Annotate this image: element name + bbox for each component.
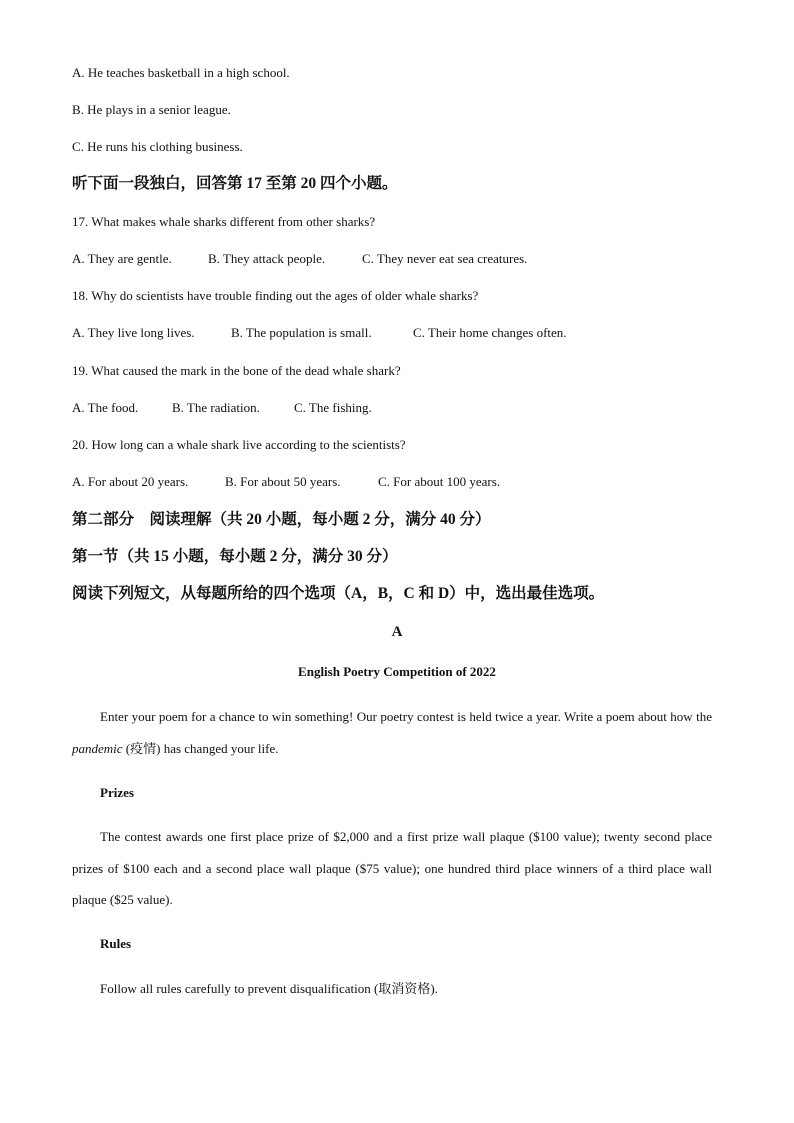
q20-option-c: C. For about 100 years.: [378, 474, 501, 489]
q18-option-c: C. Their home changes often.: [413, 325, 567, 340]
monologue-instruction: 听下面一段独白，回答第 17 至第 20 四个小题。: [72, 175, 398, 192]
q19-options: [72, 399, 372, 417]
q20-options: [72, 473, 500, 491]
q17-options: [72, 250, 527, 268]
q19-option-c: C. The fishing.: [294, 400, 372, 415]
q20-stem: 20. How long can a whale shark live according to the scientists?: [72, 437, 406, 452]
q17-option-c: C. They never eat sea creatures.: [362, 251, 528, 266]
passage-label: A: [391, 624, 403, 640]
reading-instruction: 阅读下列短文，从每题所给的四个选项（A，B，C 和 D）中，选出最佳选项。: [72, 585, 605, 602]
passage-title: English Poetry Competition of 2022: [298, 664, 496, 679]
q19-stem: 19. What caused the mark in the bone of the dead whale shark?: [72, 363, 401, 378]
q19-option-a: A. The food.: [72, 400, 139, 415]
intro-italic-word: pandemic: [72, 740, 123, 756]
q20-option-a: A. For about 20 years.: [72, 474, 189, 489]
q18-option-b: B. The population is small.: [231, 325, 372, 340]
prizes-paragraph: The contest awards one first place prize of $2,000 and a first prize wall plaque ($100 value); twenty second place prizes of $100 each and a second place wall plaque ($75 value); one hundred third place winners of a third place wall plaque ($25 value).: [72, 829, 712, 907]
q16-option-b: B. He plays in a senior league.: [72, 102, 231, 117]
q18-stem: 18. Why do scientists have trouble finding out the ages of older whale sharks?: [72, 288, 479, 303]
q19-option-b: B. The radiation.: [172, 400, 260, 415]
rules-paragraph: Follow all rules carefully to prevent disqualification (取消资格).: [100, 981, 438, 996]
q18-option-a: A. They live long lives.: [72, 325, 195, 340]
prizes-heading: Prizes: [100, 785, 134, 800]
q20-option-b: B. For about 50 years.: [225, 474, 341, 489]
rules-heading: Rules: [100, 936, 132, 951]
intro-text-after: (疫情) has changed your life.: [122, 740, 279, 756]
q18-options: [72, 324, 567, 342]
q16-option-a: A. He teaches basketball in a high school.: [72, 65, 290, 80]
intro-paragraph: [72, 701, 712, 764]
q17-stem: 17. What makes whale sharks different from other sharks?: [72, 214, 376, 229]
part2-title: 第二部分 阅读理解（共 20 小题，每小题 2 分，满分 40 分）: [72, 511, 491, 528]
section1-title: 第一节（共 15 小题，每小题 2 分，满分 30 分）: [72, 548, 398, 565]
q17-option-b: B. They attack people.: [208, 251, 326, 266]
intro-text-before: Enter your poem for a chance to win something! Our poetry contest is held twice a year. Write a poem about how the: [100, 709, 712, 724]
q16-option-c: C. He runs his clothing business.: [72, 139, 243, 154]
q17-option-a: A. They are gentle.: [72, 251, 172, 266]
